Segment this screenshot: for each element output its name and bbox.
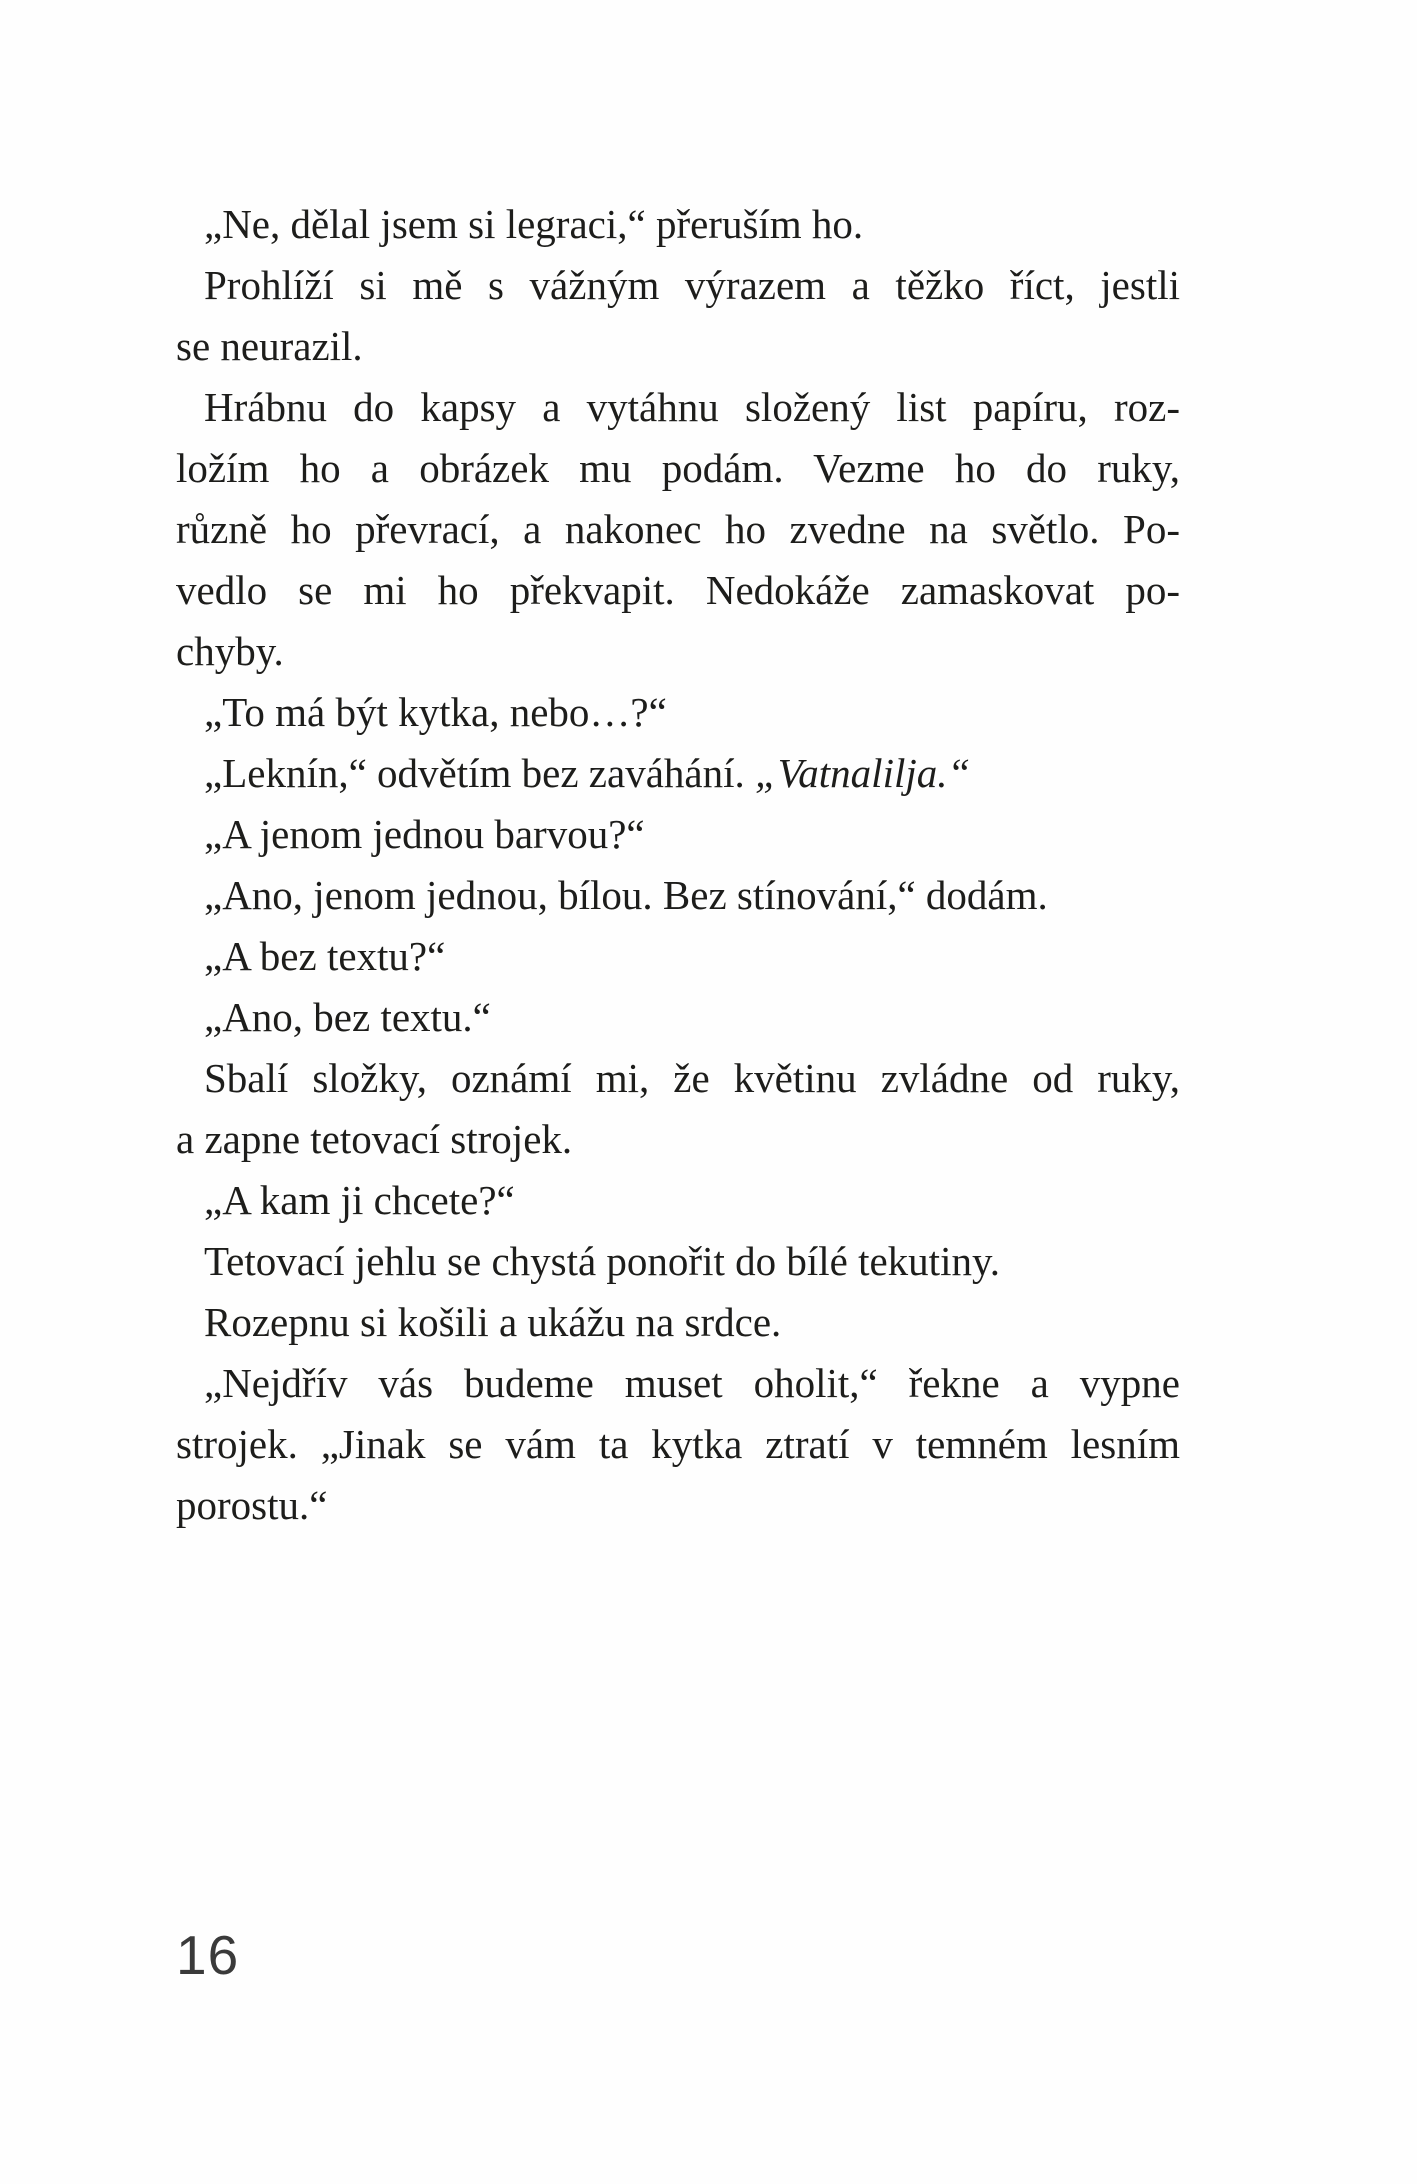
text-segment: „A bez textu?“ (204, 933, 446, 979)
text-segment: „Ano, bez textu.“ (204, 994, 491, 1040)
text-block (176, 194, 1180, 1536)
text-line (176, 1231, 1180, 1292)
text-line (176, 1353, 1180, 1414)
text-line (176, 560, 1180, 621)
text-segment: a zapne tetovací strojek. (176, 1116, 573, 1162)
text-line (176, 1292, 1180, 1353)
text-segment: „Ano, jenom jednou, bílou. Bez stínování,“ dodám. (204, 872, 1048, 918)
text-line (176, 255, 1180, 316)
text-line (176, 621, 1180, 682)
text-segment: „Leknín,“ odvětím bez zaváhání. (204, 750, 755, 796)
text-line (176, 438, 1180, 499)
text-line (176, 499, 1180, 560)
text-segment: chyby. (176, 628, 284, 674)
text-line (176, 987, 1180, 1048)
text-line (176, 194, 1180, 255)
text-segment: strojek. „Jinak se vám ta kytka ztratí v temném lesním (176, 1421, 1180, 1467)
text-line (176, 1109, 1180, 1170)
text-line (176, 1170, 1180, 1231)
text-segment: Hrábnu do kapsy a vytáhnu složený list papíru, roz- (204, 384, 1180, 430)
text-segment: různě ho převrací, a nakonec ho zvedne na světlo. Po- (176, 506, 1180, 552)
text-segment: ložím ho a obrázek mu podám. Vezme ho do ruky, (176, 445, 1180, 491)
text-line (176, 1048, 1180, 1109)
text-line (176, 743, 1180, 804)
text-segment: vedlo se mi ho překvapit. Nedokáže zamaskovat po- (176, 567, 1180, 613)
text-line (176, 1475, 1180, 1536)
page-number: 16 (176, 1924, 240, 1986)
text-segment: „Nejdřív vás budeme muset oholit,“ řekne a vypne (204, 1360, 1180, 1406)
text-segment: se neurazil. (176, 323, 363, 369)
italic-text: „Vatnalilja.“ (754, 750, 971, 796)
text-segment: „A kam ji chcete?“ (204, 1177, 515, 1223)
text-line (176, 865, 1180, 926)
text-segment: Rozepnu si košili a ukážu na srdce. (204, 1299, 782, 1345)
text-line (176, 804, 1180, 865)
text-line (176, 926, 1180, 987)
text-segment: porostu.“ (176, 1482, 328, 1528)
text-line (176, 1414, 1180, 1475)
text-line (176, 316, 1180, 377)
text-segment: „Ne, dělal jsem si legraci,“ přeruším ho. (204, 201, 864, 247)
text-segment: Prohlíží si mě s vážným výrazem a těžko říct, jestli (204, 262, 1180, 308)
text-segment: „A jenom jednou barvou?“ (204, 811, 645, 857)
text-line (176, 377, 1180, 438)
text-segment: Sbalí složky, oznámí mi, že květinu zvládne od ruky, (204, 1055, 1180, 1101)
text-segment: „To má být kytka, nebo…?“ (204, 689, 667, 735)
text-line (176, 682, 1180, 743)
text-segment: Tetovací jehlu se chystá ponořit do bílé tekutiny. (204, 1238, 1001, 1284)
